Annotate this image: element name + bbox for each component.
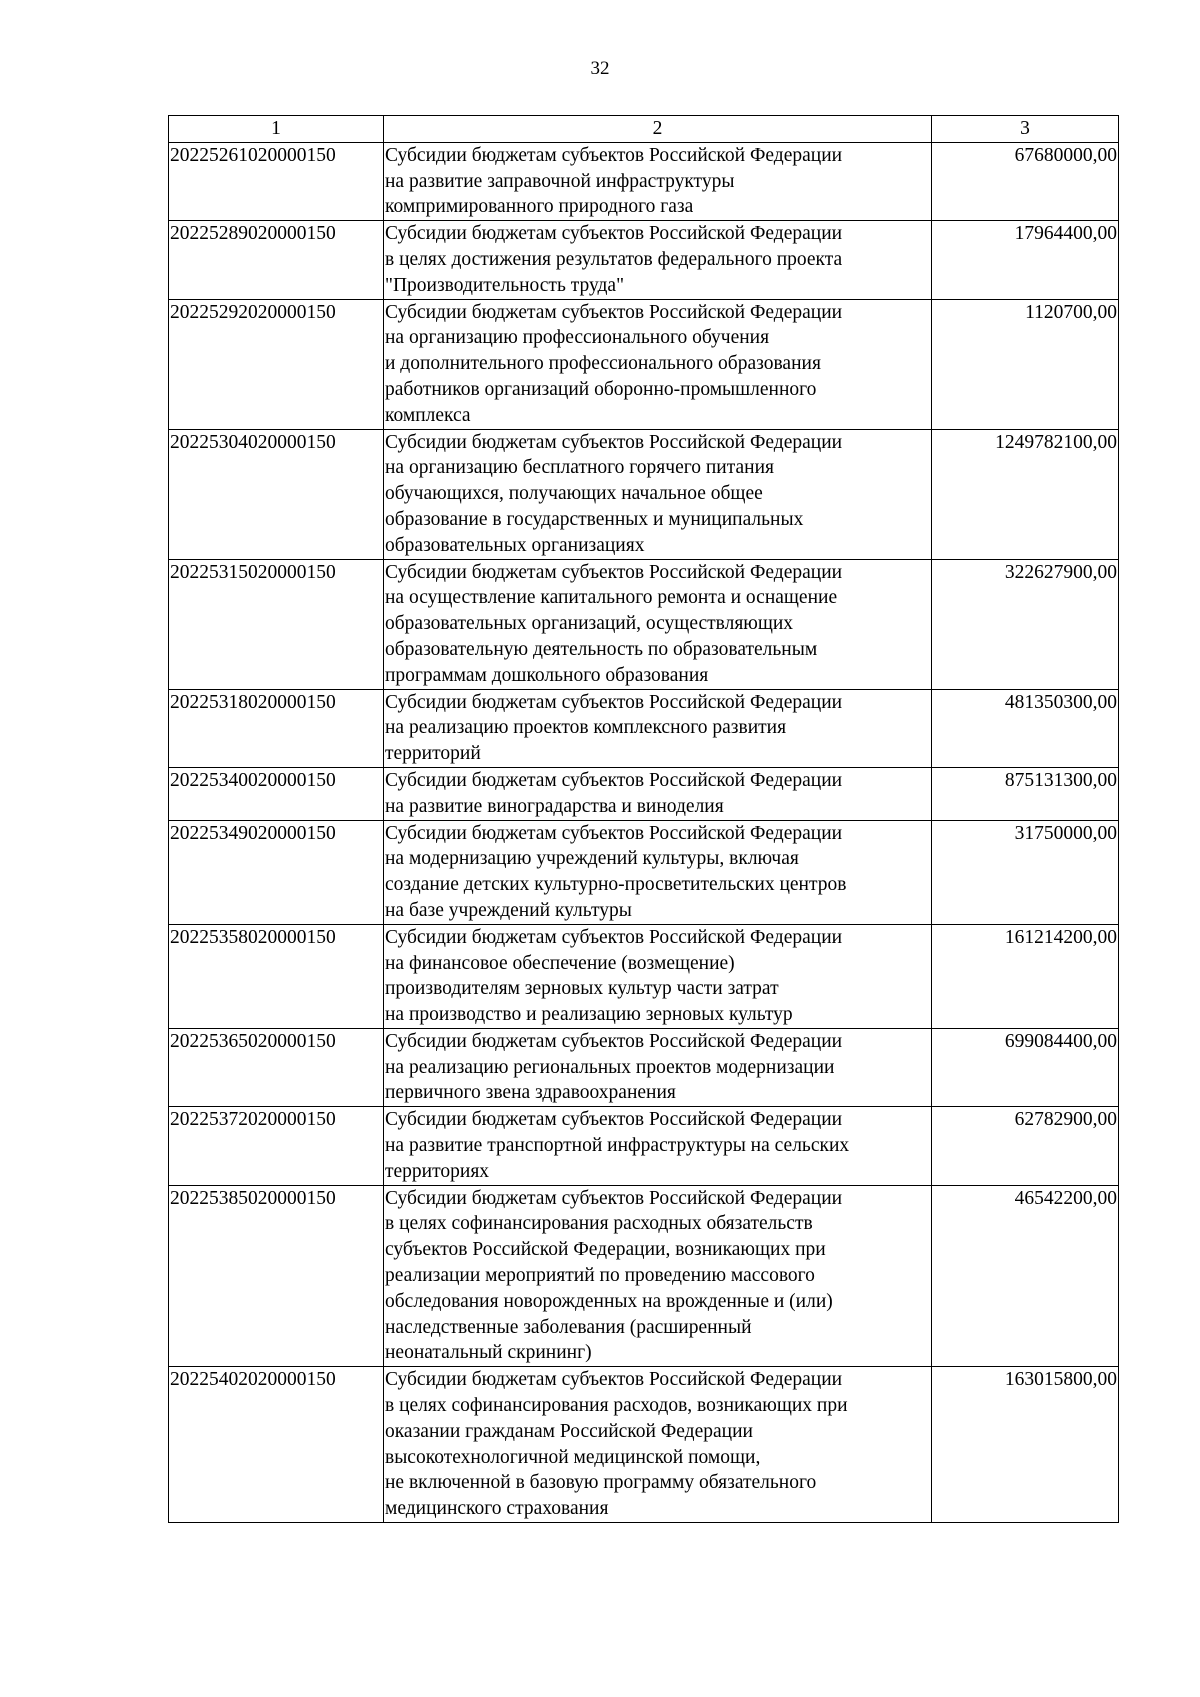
description-line: Субсидии бюджетам субъектов Российской Федерации [385,223,843,245]
amount-cell: 17964400,00 [932,221,1119,299]
description-line: Субсидии бюджетам субъектов Российской Федерации [385,1030,843,1052]
amount-cell: 1249782100,00 [932,429,1119,559]
column-header-name: 2 [384,116,932,143]
description-cell [384,429,932,559]
description-line: обучающихся, получающих начальное общее [385,483,763,505]
amount-cell: 1120700,00 [932,299,1119,429]
budget-code-cell: 20225261020000150 [169,142,384,220]
description-line: Субсидии бюджетам субъектов Российской Федерации [385,1187,843,1209]
amount-cell: 31750000,00 [932,820,1119,924]
description-cell [384,1185,932,1367]
description-line: производителям зерновых культур части затрат [385,978,779,1000]
amount-cell: 163015800,00 [932,1367,1119,1523]
description-line: территориях [385,1160,490,1182]
description-cell [384,142,932,220]
description-line: образовательных организаций, осуществляющих [385,613,794,635]
description-cell [384,299,932,429]
description-line: образовательную деятельность по образовательным [385,638,818,660]
description-line: на организацию бесплатного горячего питания [385,457,774,479]
description-line: Субсидии бюджетам субъектов Российской Федерации [385,1109,843,1131]
description-line: на реализацию проектов комплексного развития [385,717,787,739]
description-line: работников организаций оборонно-промышленного [385,378,817,400]
column-header-code: 1 [169,116,384,143]
description-line: не включенной в базовую программу обязательного [385,1472,817,1494]
amount-cell: 161214200,00 [932,924,1119,1028]
table-row [169,1185,1119,1367]
table-row [169,221,1119,299]
description-line: на производство и реализацию зерновых культур [385,1004,793,1026]
description-line: реализации мероприятий по проведению массового [385,1265,815,1287]
description-line: оказании гражданам Российской Федерации [385,1420,753,1442]
budget-code-cell: 20225340020000150 [169,767,384,820]
description-cell [384,924,932,1028]
budget-code-cell: 20225385020000150 [169,1185,384,1367]
description-line: Субсидии бюджетам субъектов Российской Федерации [385,1369,843,1391]
description-line: компримированного природного газа [385,196,694,218]
description-line: Субсидии бюджетам субъектов Российской Федерации [385,144,843,166]
amount-cell: 62782900,00 [932,1107,1119,1185]
description-line: в целях софинансирования расходных обязательств [385,1213,813,1235]
description-line: и дополнительного профессионального образования [385,353,821,375]
budget-code-cell: 20225365020000150 [169,1028,384,1106]
amount-cell: 875131300,00 [932,767,1119,820]
budget-code-cell: 20225358020000150 [169,924,384,1028]
description-line: на осуществление капитального ремонта и оснащение [385,587,838,609]
description-line: на базе учреждений культуры [385,899,632,921]
budget-code-cell: 20225289020000150 [169,221,384,299]
description-line: высокотехнологичной медицинской помощи, [385,1446,761,1468]
amount-cell: 699084400,00 [932,1028,1119,1106]
table-row [169,820,1119,924]
description-line: на развитие транспортной инфраструктуры на сельских [385,1135,850,1157]
description-line: программам дошкольного образования [385,664,709,686]
description-line: "Производительность труда" [385,274,625,296]
description-line: на развитие заправочной инфраструктуры [385,170,735,192]
budget-code-cell: 20225349020000150 [169,820,384,924]
budget-code-cell: 20225402020000150 [169,1367,384,1523]
amount-cell: 67680000,00 [932,142,1119,220]
description-line: территорий [385,743,481,765]
table-row [169,142,1119,220]
column-header-amount: 3 [932,116,1119,143]
table-row [169,767,1119,820]
description-line: Субсидии бюджетам субъектов Российской Федерации [385,301,843,323]
table-row [169,299,1119,429]
amount-cell: 46542200,00 [932,1185,1119,1367]
description-line: комплекса [385,404,471,426]
amount-cell: 322627900,00 [932,559,1119,689]
description-cell [384,221,932,299]
budget-table [168,115,1119,1523]
description-line: Субсидии бюджетам субъектов Российской Федерации [385,822,843,844]
description-line: наследственные заболевания (расширенный [385,1316,752,1338]
description-line: Субсидии бюджетам субъектов Российской Федерации [385,769,843,791]
budget-code-cell: 20225318020000150 [169,689,384,767]
description-line: первичного звена здравоохранения [385,1082,676,1104]
amount-cell: 481350300,00 [932,689,1119,767]
description-line: создание детских культурно-просветительских центров [385,874,847,896]
budget-code-cell: 20225372020000150 [169,1107,384,1185]
description-line: на финансовое обеспечение (возмещение) [385,952,735,974]
budget-code-cell: 20225315020000150 [169,559,384,689]
table-row [169,689,1119,767]
description-cell [384,1107,932,1185]
table-row [169,1367,1119,1523]
description-line: Субсидии бюджетам субъектов Российской Федерации [385,431,843,453]
table-row [169,1028,1119,1106]
description-line: на реализацию региональных проектов модернизации [385,1056,835,1078]
table-row [169,1107,1119,1185]
page-number: 32 [590,58,610,79]
table-row [169,429,1119,559]
description-cell [384,767,932,820]
budget-code-cell: 20225292020000150 [169,299,384,429]
table-header-row [169,116,1119,143]
description-cell [384,689,932,767]
table-body [169,142,1119,1522]
description-line: в целях достижения результатов федерального проекта [385,248,843,270]
description-line: обследования новорожденных на врожденные и (или) [385,1290,833,1312]
budget-code-cell: 20225304020000150 [169,429,384,559]
description-line: неонатальный скрининг) [385,1342,592,1364]
description-line: в целях софинансирования расходов, возникающих при [385,1395,848,1417]
description-line: Субсидии бюджетам субъектов Российской Федерации [385,691,843,713]
description-line: образование в государственных и муниципальных [385,508,804,530]
table-row [169,559,1119,689]
description-line: образовательных организациях [385,534,645,556]
description-cell [384,1028,932,1106]
description-line: Субсидии бюджетам субъектов Российской Федерации [385,926,843,948]
description-cell [384,559,932,689]
table-row [169,924,1119,1028]
description-cell [384,1367,932,1523]
description-line: на организацию профессионального обучения [385,327,770,349]
description-cell [384,820,932,924]
description-line: на модернизацию учреждений культуры, включая [385,848,799,870]
description-line: субъектов Российской Федерации, возникающих при [385,1239,826,1261]
description-line: на развитие виноградарства и виноделия [385,795,724,817]
description-line: Субсидии бюджетам субъектов Российской Федерации [385,561,843,583]
description-line: медицинского страхования [385,1498,609,1520]
